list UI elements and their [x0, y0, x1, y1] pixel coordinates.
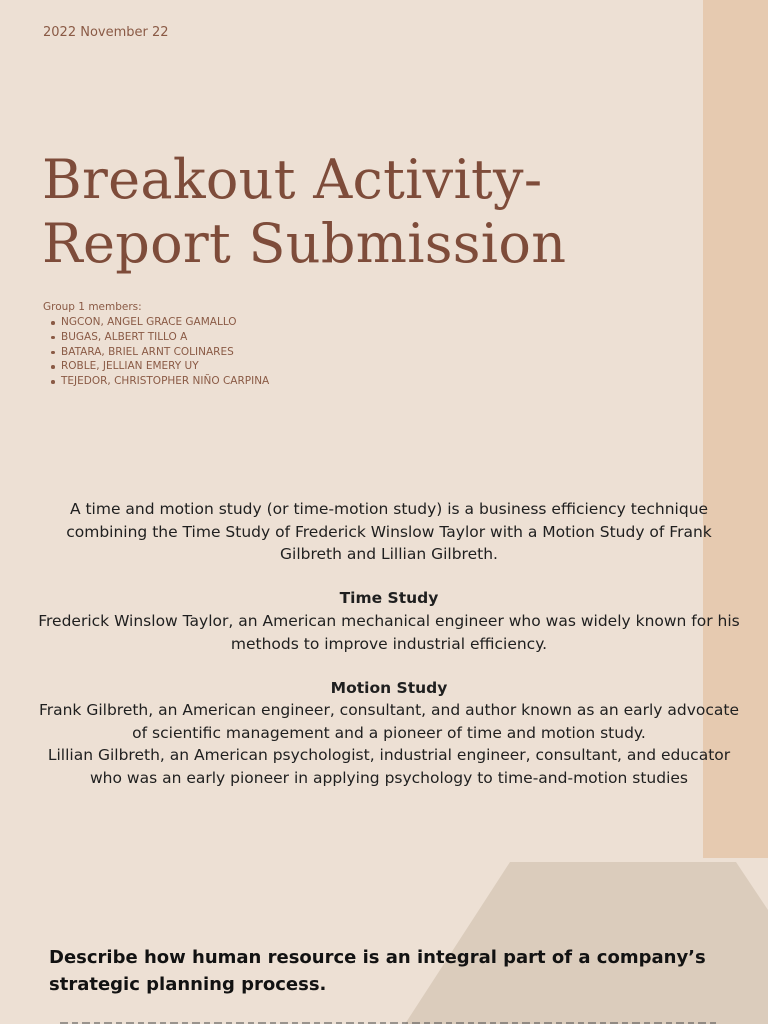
page-title	[42, 148, 566, 276]
list-item: NGCON, ANGEL GRACE GAMALLO	[43, 315, 269, 330]
question-heading: Describe how human resource is an integral part of a company’s strategic planning process.	[49, 947, 706, 995]
list-item: BATARA, BRIEL ARNT COLINARES	[43, 345, 269, 360]
title-line-1: Breakout Activity-	[42, 148, 543, 211]
motion-study-paragraph-lillian: Lillian Gilbreth, an American psychologist, industrial engineer, consultant, and educator who was an early pioneer in applying psychology to time-and-motion studies	[47, 746, 731, 787]
list-item: ROBLE, JELLIAN EMERY UY	[43, 359, 269, 374]
member-list	[43, 315, 269, 389]
document-date: 2022 November 22	[43, 25, 169, 40]
cut-off-text-line	[60, 1019, 720, 1024]
intro-paragraph: A time and motion study (or time-motion study) is a business efficiency technique combining the Time Study of Frederick Winslow Taylor with a Motion Study of Frank Gilbreth and Lillian Gilbreth.	[66, 500, 712, 563]
motion-study-paragraph-frank: Frank Gilbreth, an American engineer, consultant, and author known as an early advocate of scientific management and a pioneer of time and motion study.	[38, 701, 740, 742]
time-study-paragraph: Frederick Winslow Taylor, an American mechanical engineer who was widely known for his methods to improve industrial efficiency.	[38, 612, 740, 653]
motion-study-heading: Motion Study	[330, 679, 448, 697]
group-label: Group 1 members:	[43, 301, 142, 313]
list-item: TEJEDOR, CHRISTOPHER NIÑO CARPINA	[43, 374, 269, 389]
title-line-2: Report Submission	[42, 212, 567, 275]
time-study-heading: Time Study	[339, 589, 439, 607]
list-item: BUGAS, ALBERT TILLO A	[43, 330, 269, 345]
